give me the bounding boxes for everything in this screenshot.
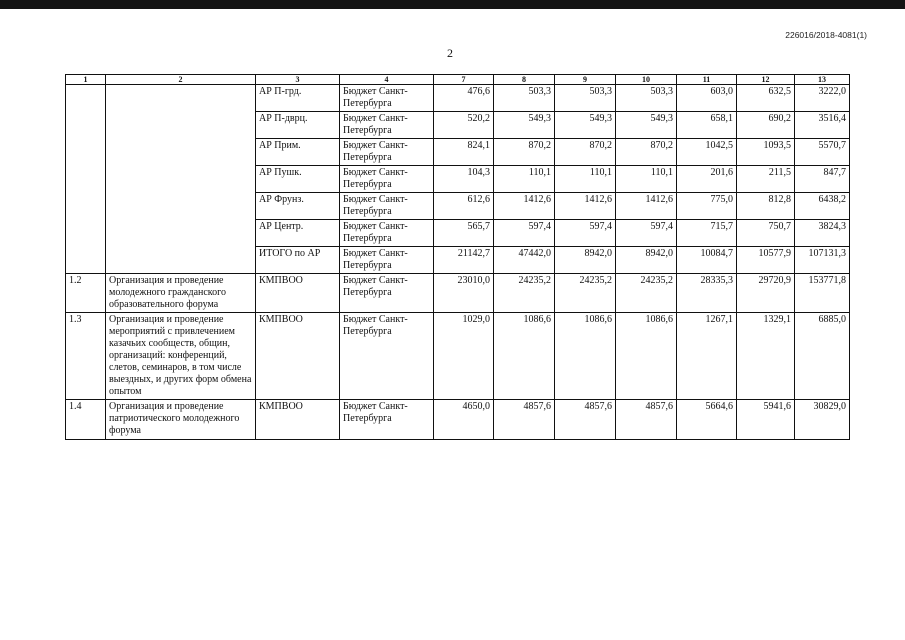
value-cell: 750,7 [737,220,795,247]
table-row [66,274,850,313]
value-cell: 658,1 [677,112,737,139]
executor-cell: АР Пушк. [256,166,340,193]
funding-source-cell: Бюджет Санкт-Петербурга [340,400,434,440]
executor-cell: ИТОГО по АР [256,247,340,274]
table-row [66,85,850,112]
scan-top-band [0,0,905,9]
value-cell: 201,6 [677,166,737,193]
value-cell: 10577,9 [737,247,795,274]
table-row [66,400,850,440]
document-number: 226016/2018-4081(1) [785,30,867,40]
column-number: 10 [616,75,677,85]
value-cell: 1086,6 [555,313,616,400]
value-cell: 1086,6 [616,313,677,400]
item-number-cell: 1.2 [66,274,106,313]
value-cell: 4857,6 [494,400,555,440]
item-number-cell: 1.4 [66,400,106,440]
value-cell: 110,1 [494,166,555,193]
column-number: 3 [256,75,340,85]
executor-cell: АР Фрунз. [256,193,340,220]
value-cell: 30829,0 [795,400,850,440]
table-body [66,75,850,440]
value-cell: 476,6 [434,85,494,112]
value-cell: 775,0 [677,193,737,220]
value-cell: 503,3 [555,85,616,112]
item-name-cell: Организация и проведение молодежного гражданского образовательного форума [106,274,256,313]
value-cell: 21142,7 [434,247,494,274]
value-cell: 8942,0 [616,247,677,274]
value-cell: 1093,5 [737,139,795,166]
value-cell: 104,3 [434,166,494,193]
value-cell: 690,2 [737,112,795,139]
funding-source-cell: Бюджет Санкт-Петербурга [340,112,434,139]
value-cell: 5941,6 [737,400,795,440]
funding-source-cell: Бюджет Санкт-Петербурга [340,85,434,112]
column-number: 11 [677,75,737,85]
value-cell: 1267,1 [677,313,737,400]
executor-cell: КМПВОО [256,313,340,400]
column-number: 8 [494,75,555,85]
value-cell: 847,7 [795,166,850,193]
value-cell: 520,2 [434,112,494,139]
value-cell: 23010,0 [434,274,494,313]
column-number: 13 [795,75,850,85]
budget-table [65,74,850,440]
value-cell: 3824,3 [795,220,850,247]
value-cell: 8942,0 [555,247,616,274]
value-cell: 870,2 [494,139,555,166]
value-cell: 597,4 [555,220,616,247]
value-cell: 1329,1 [737,313,795,400]
item-name-cell: Организация и проведение мероприятий с привлечением казачьих сообществ, общин, организаций: конференций, слетов, семинаров, в том числе выездных, и других форм обмена опытом [106,313,256,400]
value-cell: 1086,6 [494,313,555,400]
value-cell: 549,3 [555,112,616,139]
executor-cell: КМПВОО [256,400,340,440]
value-cell: 1412,6 [555,193,616,220]
executor-cell: АР П-дврц. [256,112,340,139]
executor-cell: АР Центр. [256,220,340,247]
executor-cell: АР П-грд. [256,85,340,112]
value-cell: 1412,6 [494,193,555,220]
value-cell: 503,3 [494,85,555,112]
item-name-cell: Организация и проведение патриотического молодежного форума [106,400,256,440]
funding-source-cell: Бюджет Санкт-Петербурга [340,193,434,220]
value-cell: 632,5 [737,85,795,112]
value-cell: 1412,6 [616,193,677,220]
item-name-cell [106,85,256,274]
value-cell: 612,6 [434,193,494,220]
column-number: 7 [434,75,494,85]
funding-source-cell: Бюджет Санкт-Петербурга [340,220,434,247]
value-cell: 870,2 [555,139,616,166]
column-number: 1 [66,75,106,85]
value-cell: 6885,0 [795,313,850,400]
value-cell: 715,7 [677,220,737,247]
column-number: 4 [340,75,434,85]
value-cell: 4857,6 [616,400,677,440]
value-cell: 4650,0 [434,400,494,440]
funding-source-cell: Бюджет Санкт-Петербурга [340,247,434,274]
value-cell: 603,0 [677,85,737,112]
value-cell: 3516,4 [795,112,850,139]
value-cell: 211,5 [737,166,795,193]
item-number-cell [66,85,106,274]
value-cell: 1029,0 [434,313,494,400]
value-cell: 4857,6 [555,400,616,440]
funding-source-cell: Бюджет Санкт-Петербурга [340,274,434,313]
page-number: 2 [447,46,453,60]
value-cell: 29720,9 [737,274,795,313]
value-cell: 503,3 [616,85,677,112]
value-cell: 3222,0 [795,85,850,112]
value-cell: 824,1 [434,139,494,166]
value-cell: 565,7 [434,220,494,247]
value-cell: 24235,2 [616,274,677,313]
table-row [66,313,850,400]
value-cell: 597,4 [616,220,677,247]
value-cell: 110,1 [616,166,677,193]
executor-cell: КМПВОО [256,274,340,313]
value-cell: 5570,7 [795,139,850,166]
value-cell: 597,4 [494,220,555,247]
value-cell: 5664,6 [677,400,737,440]
column-number: 12 [737,75,795,85]
value-cell: 812,8 [737,193,795,220]
value-cell: 549,3 [616,112,677,139]
value-cell: 47442,0 [494,247,555,274]
executor-cell: АР Прим. [256,139,340,166]
column-number: 9 [555,75,616,85]
value-cell: 870,2 [616,139,677,166]
value-cell: 24235,2 [555,274,616,313]
funding-source-cell: Бюджет Санкт-Петербурга [340,166,434,193]
value-cell: 110,1 [555,166,616,193]
value-cell: 107131,3 [795,247,850,274]
value-cell: 1042,5 [677,139,737,166]
funding-source-cell: Бюджет Санкт-Петербурга [340,139,434,166]
value-cell: 6438,2 [795,193,850,220]
value-cell: 549,3 [494,112,555,139]
funding-source-cell: Бюджет Санкт-Петербурга [340,313,434,400]
value-cell: 28335,3 [677,274,737,313]
value-cell: 10084,7 [677,247,737,274]
column-number: 2 [106,75,256,85]
value-cell: 153771,8 [795,274,850,313]
item-number-cell: 1.3 [66,313,106,400]
value-cell: 24235,2 [494,274,555,313]
column-number-row [66,75,850,85]
